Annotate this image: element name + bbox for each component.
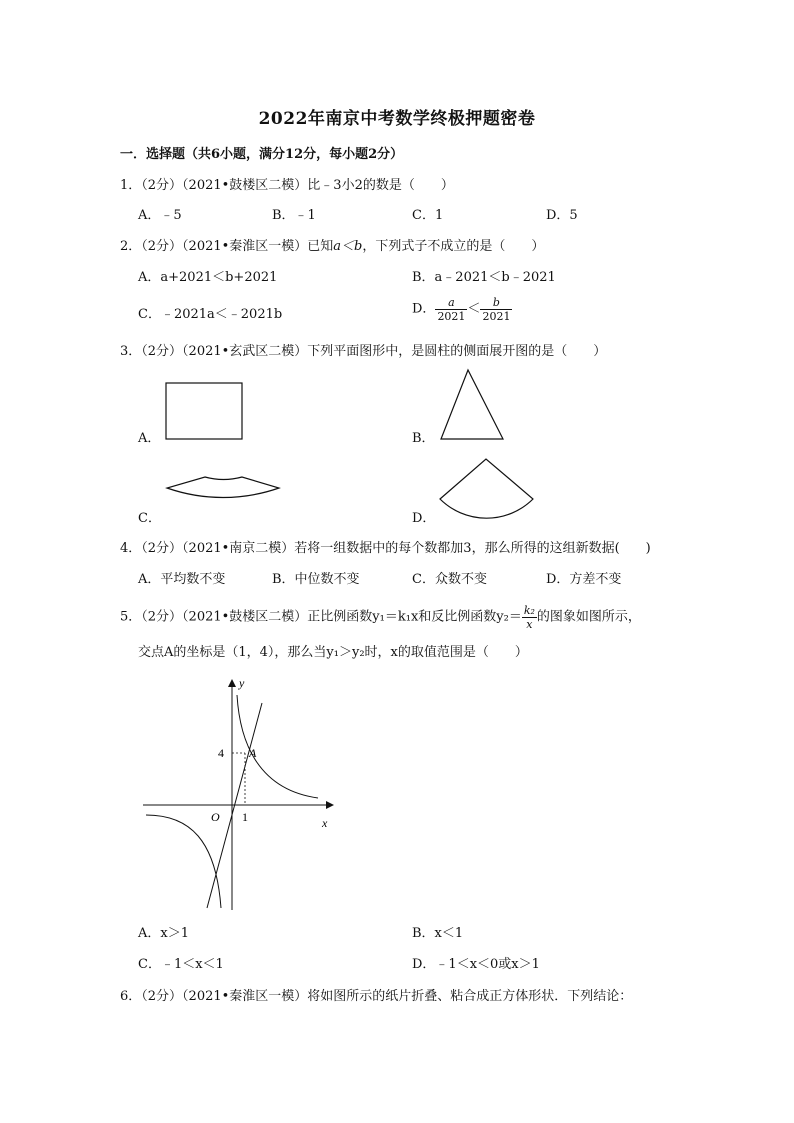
q3-option-c: C． (138, 511, 161, 526)
section-heading: 一．选择题（共6小题，满分12分，每小题2分） (120, 147, 404, 162)
q5-stem-prefix: 5．（2分）（2021•鼓楼区二模）正比例函数y₁＝k₁x和反比例函数y₂＝ (120, 609, 522, 625)
q4-option-a: A．平均数不变 (138, 572, 226, 587)
q3-option-d: D． (412, 511, 436, 526)
q2-frac-b-num: b (480, 296, 512, 310)
q4-option-d: D．方差不变 (546, 572, 622, 587)
q2-stem-suffix: ，下列式子不成立的是（ ） (362, 239, 545, 254)
question-5-stem-line2: 交点A的坐标是（1，4），那么当y₁＞y₂时，x的取值范围是（ ） (138, 645, 528, 660)
q3-option-a: A． (138, 431, 161, 446)
q2-frac-b-den: 2021 (482, 310, 511, 323)
q2-frac-a-den: 2021 (437, 310, 466, 323)
question-3-stem: 3．（2分）（2021•玄武区二模）下列平面图形中，是圆柱的侧面展开图的是（ ） (120, 344, 607, 359)
q2-option-a: A．a+2021＜b+2021 (138, 270, 278, 285)
q1-option-d: D．5 (546, 208, 578, 223)
origin-label: O (211, 810, 220, 824)
q4-option-b: B．中位数不变 (272, 572, 360, 587)
q5-option-a: A．x＞1 (138, 926, 189, 941)
q2-stem-prefix: 2．（2分）（2021•秦淮区一模）已知 (120, 239, 334, 254)
q2-option-b: B．a﹣2021＜b﹣2021 (412, 270, 556, 285)
q1-option-b: B．﹣1 (272, 208, 316, 223)
q2-option-d-lt: ＜ (467, 301, 481, 317)
x-tick-1: 1 (242, 810, 248, 824)
q2-option-c: C．﹣2021a＜﹣2021b (138, 307, 283, 322)
question-4-stem: 4．（2分）（2021•南京二模）若将一组数据中的每个数都加3，那么所得的这组新数据( ) (120, 541, 651, 556)
question-1-stem: 1．（2分）（2021•鼓楼区二模）比﹣3小2的数是（ ） (120, 178, 454, 193)
y-axis-label: y (239, 676, 245, 690)
x-axis-label: x (322, 816, 328, 830)
question-6-stem: 6．（2分）（2021•秦淮区一模）将如图所示的纸片折叠、粘合成正方体形状．下列结论： (120, 989, 633, 1004)
q5-stem-suffix: 的图象如图所示， (536, 609, 641, 625)
q3-option-b: B． (412, 431, 435, 446)
q5-option-d: D．﹣1＜x＜0或x＞1 (412, 957, 540, 972)
q1-option-a: A．﹣5 (138, 208, 182, 223)
page-title: 2022年南京中考数学终极押题密卷 (258, 109, 536, 129)
q5-option-b: B．x＜1 (412, 926, 464, 941)
q5-frac-num: k₂ (523, 604, 535, 617)
q2-option-d-label: D． (412, 301, 436, 317)
q1-option-c: C．1 (412, 208, 444, 223)
q5-frac-den: x (526, 618, 533, 631)
q2-stem-var: a＜b (333, 239, 363, 254)
q4-option-c: C．众数不变 (412, 572, 487, 587)
point-a-label: A (249, 746, 257, 760)
q2-frac-a-num: a (435, 296, 467, 310)
hyperbola-branch-2 (146, 815, 221, 908)
y-tick-4: 4 (218, 746, 224, 760)
q5-option-c: C．﹣1＜x＜1 (138, 957, 224, 972)
